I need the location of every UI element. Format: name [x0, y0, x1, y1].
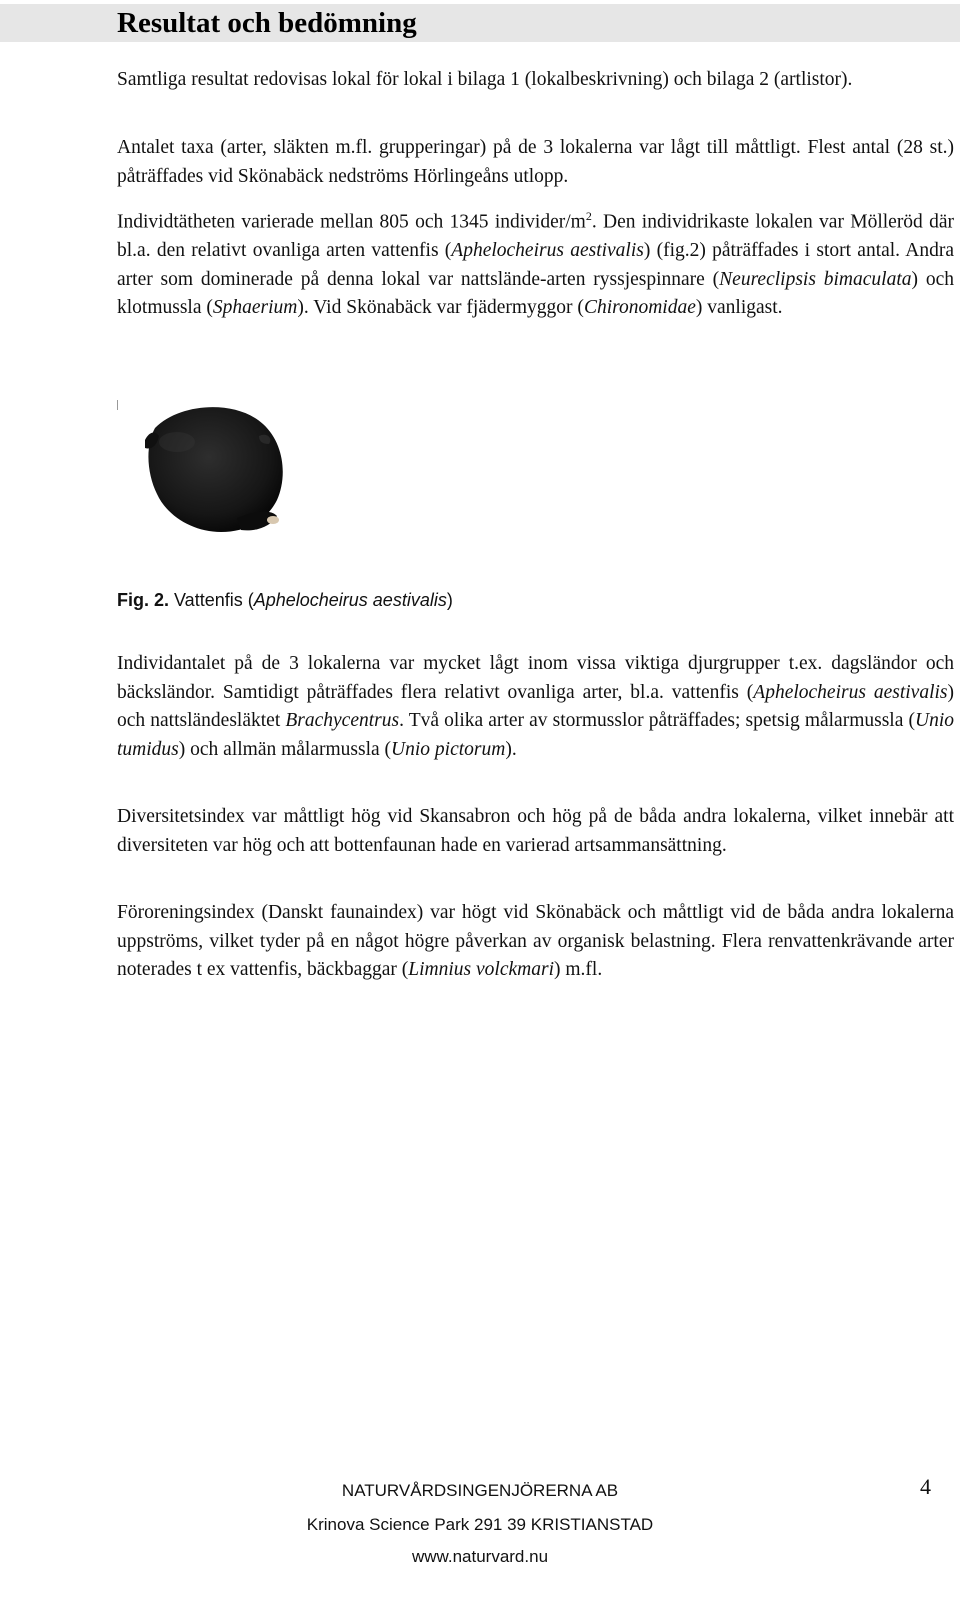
species-name: Aphelocheirus aestivalis — [451, 240, 644, 261]
species-name: Unio pictorum — [391, 738, 506, 760]
caption-species: Aphelocheirus aestivalis — [253, 590, 447, 610]
image-edge-mark — [117, 400, 118, 410]
section-heading: Resultat och bedömning — [117, 7, 417, 39]
paragraph-density: Individtätheten varierade mellan 805 och 1345 individer/$m^2$. Den individrikaste lokalen var Mölleröd där bl.a. den relativt ovanliga arten vattenfis (Aphelocheirus aestivalis) (fig.2) påträffades i stort antal. Andra arter som dominerade på denna lokal var nattslände-arten ryssjespinnare (Neureclipsis bimaculata) och klotmussla (Sphaerium). Vid Skönabäck var fjädermyggor (Chironomidae) vanligast. — [117, 209, 955, 318]
footer-address: Krinova Science Park 291 39 KRISTIANSTAD — [306, 1515, 654, 1534]
figure-caption: Fig. 2. Vattenfis (Aphelocheirus aestivalis) — [117, 590, 453, 610]
superscript-2: 2 — [585, 209, 592, 223]
paragraph-pollution-index: Föroreningsindex (Danskt faunaindex) var högt vid Skönabäck och måttligt vid de båda andra lokalerna uppströms, vilket tyder på en något högre påverkan av organisk belastning. Flera renvattenkrävande arter noterades t ex vattenfis, bäckbaggar (Limnius volckmari) m.fl. — [117, 902, 954, 980]
species-name: Sphaerium — [212, 297, 298, 318]
footer-company: NATURVÅRDSINGENJÖRERNA AB — [341, 1481, 619, 1500]
species-name: Neureclipsis bimaculata — [719, 268, 912, 290]
species-name: Brachycentrus — [285, 710, 400, 731]
paragraph-individuals: Individantalet på de 3 lokalerna var mycket lågt inom vissa viktiga djurgrupper t.ex. dagsländor och bäcksländor. Samtidigt påträffades flera relativt ovanliga arter, bl.a. vattenfis (Aphelocheirus aestivalis) och nattsländesläktet Brachycentrus. Två olika arter av stormusslor påträffades; spetsig målarmussla (Unio tumidus) och allmän målarmussla (Unio pictorum). — [117, 653, 954, 760]
figure-label: Fig. 2. — [117, 590, 170, 610]
paragraph-diversity: Diversitetsindex var måttligt hög vid Skansabron och hög på de båda andra lokalerna, vilket innebär att diversiteten var hög och att bottenfaunan hade en varierad artsammansättning. — [117, 806, 954, 856]
species-name: Chironomidae — [583, 297, 696, 318]
paragraph-results-appendix: Samtliga resultat redovisas lokal för lokal i bilaga 1 (lokalbeskrivning) och bilaga 2 (artlistor). — [117, 69, 853, 90]
paragraph-taxa-count: Antalet taxa (arter, släkten m.fl. grupperingar) på de 3 lokalerna var lågt till måttligt. Flest antal (28 st.) påträffades vid Skönabäck nedströms Hörlingeåns utlopp. — [117, 137, 954, 187]
figure-image-vattenfis — [117, 400, 347, 576]
page-number: 4 — [920, 1474, 931, 1499]
water-bug-photo — [117, 400, 347, 576]
footer-website[interactable]: www.naturvard.nu — [411, 1547, 549, 1566]
species-name: Unio tumidus — [117, 710, 954, 760]
species-name: Limnius volckmari — [408, 959, 554, 980]
species-name: Aphelocheirus aestivalis — [753, 681, 948, 703]
